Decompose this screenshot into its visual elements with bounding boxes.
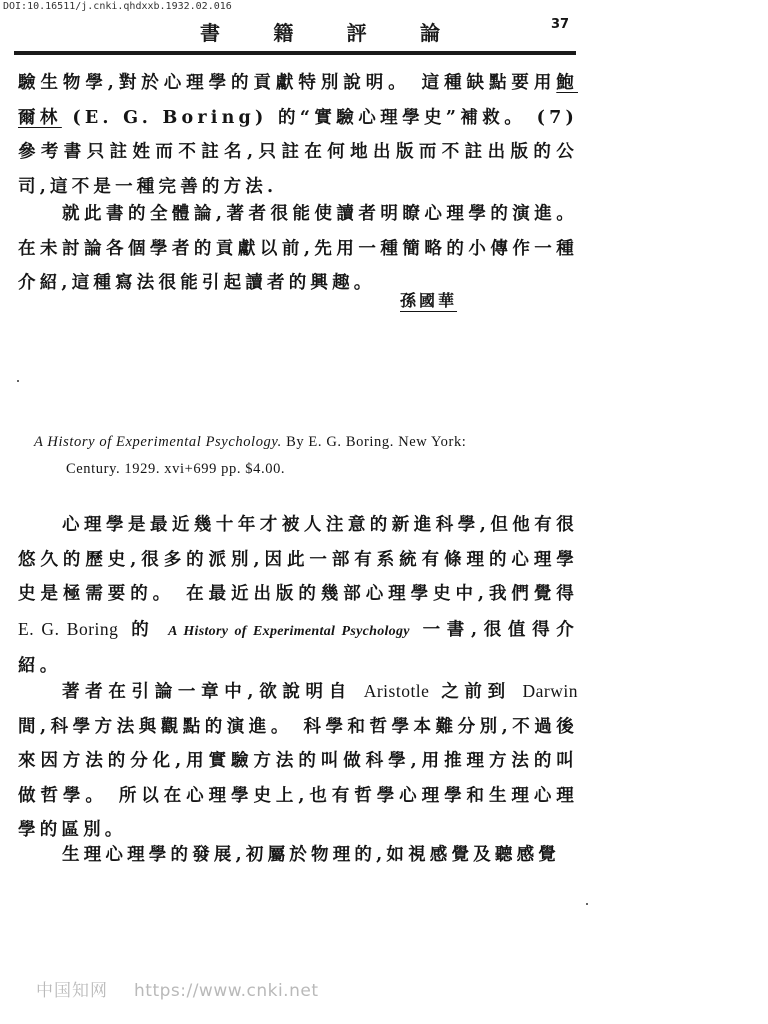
book-title: A History of Experimental Psychology. (34, 434, 282, 450)
scan-speck (586, 903, 588, 905)
person-name: Darwin (522, 681, 578, 701)
author-name: E. G. Boring (18, 618, 119, 639)
reviewer-signature: 孫國華 (400, 291, 458, 310)
review1-paragraph-2: 就此書的全體論,著者很能使讀者明瞭心理學的演進。在未討論各個學者的貢獻以前,先用一種簡略的小傳作一種介紹,這種寫法很能引起讀者的興趣。 (18, 204, 578, 293)
underlined-name: 鮑 (556, 73, 578, 93)
text-run: 之前到 (429, 682, 523, 702)
watermark-url: https://www.cnki.net (134, 981, 319, 1001)
header-rule (14, 51, 576, 55)
text-run: 的 (118, 619, 169, 640)
watermark (36, 976, 318, 1001)
bibliographic-entry (34, 429, 594, 483)
page-number: 37 (551, 17, 570, 32)
running-head-char: 評 (346, 20, 367, 45)
underlined-name: 爾林 (18, 107, 62, 128)
watermark-site-name: 中国知网 (36, 981, 108, 1001)
text-run: (E. G. Boring) 的“實驗心理學史”補救。 (7)參考書只註姓而不註名,只註在何地出版而不註出版的公司,這不是一種完善的方法. (18, 107, 578, 197)
book-publication: Century. 1929. xvi+699 pp. $4.00. (66, 461, 286, 477)
review2-paragraph-3: 生理心理學的發展,初屬於物理的,如視感覺及聽感覺 (62, 845, 560, 865)
running-head (200, 18, 440, 44)
running-head-char: 書 (200, 20, 220, 45)
text-run: 著者在引論一章中,欲說明自 (62, 682, 364, 702)
running-head-char: 籍 (273, 20, 294, 45)
text-run: 驗生物學,對於心理學的貢獻特別說明。 這種缺點要用 (18, 73, 557, 93)
person-name: Aristotle (363, 681, 430, 701)
book-title-inline: A History of Experimental Psychology (168, 623, 410, 639)
review1-paragraph-1 (18, 66, 578, 204)
text-run: 間,科學方法與觀點的演進。 科學和哲學本難分別,不過後來因方法的分化,用實驗方法的叫做科學,用推理方法的叫做哲學。 所以在心理學史上,也有哲學心理學和生理心理學的區別。 (18, 716, 578, 840)
text-run: 一書,很值得介紹。 (18, 619, 578, 676)
scan-speck (17, 380, 19, 382)
text-run: 心理學是最近幾十年才被人注意的新進科學,但他有很悠久的歷史,很多的派別,因此一部有系統有條理的心理學史是極需要的。 在最近出版的幾部心理學史中,我們覺得 (18, 515, 578, 604)
book-details: By E. G. Boring. New York: (281, 434, 467, 450)
review2-paragraph-2 (18, 674, 578, 848)
running-head-char: 論 (419, 20, 440, 45)
doi-line: DOI:10.16511/j.cnki.qhdxxb.1932.02.016 (3, 1, 232, 12)
review2-paragraph-1 (18, 508, 578, 684)
